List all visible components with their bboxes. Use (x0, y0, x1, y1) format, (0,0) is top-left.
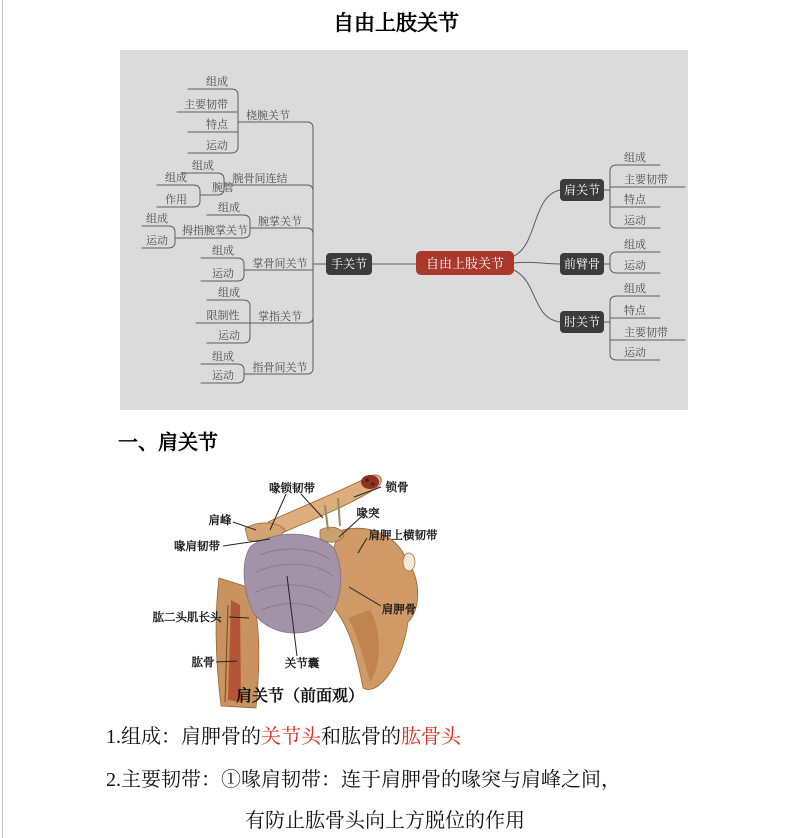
mindmap-leaf: 运动 (624, 260, 646, 272)
label-humerus: 肱骨 (191, 655, 215, 669)
mindmap-label-metacarpophalangeal: 掌指关节 (258, 311, 302, 323)
branch-node-elbow-joint-label: 肘关节 (563, 315, 601, 329)
mindmap-panel (120, 50, 688, 410)
mindmap-leaf: 特点 (624, 194, 646, 206)
mindmap-leaf: 组成 (206, 76, 228, 88)
content-item-2: 2.主要韧带：①喙肩韧带：连于肩胛骨的喙突与肩峰之间， (106, 769, 621, 791)
mindmap-leaf: 运动 (146, 235, 168, 247)
mindmap-label-interphalangeal: 指骨间关节 (252, 362, 308, 374)
mindmap-leaf: 运动 (206, 140, 228, 152)
branch-node-hand-joint-label: 手关节 (330, 257, 368, 271)
content-item-1-prefix: 1.组成：肩胛骨的 (106, 726, 261, 748)
mindmap-label-radiocarpal: 桡腕关节 (246, 110, 290, 122)
mindmap-canvas (120, 50, 688, 410)
mindmap-leaf: 主要韧带 (184, 99, 228, 111)
mindmap-leaf: 主要韧带 (624, 174, 668, 186)
mindmap-leaf: 组成 (624, 152, 646, 164)
mindmap-label-intermetacarpal: 掌骨间关节 (252, 258, 308, 270)
mindmap-leaf: 主要韧带 (624, 327, 668, 339)
mindmap-label-carpal-tunnel: 腕管 (212, 182, 234, 194)
label-coracoacromial-ligament: 喙肩韧带 (174, 539, 220, 553)
label-coracoid-process: 喙突 (356, 506, 380, 520)
mindmap-leaf: 组成 (146, 213, 168, 225)
branch-node-shoulder-joint-label: 肩关节 (563, 183, 601, 197)
mindmap-leaf: 组成 (218, 287, 240, 299)
content-item-1 (106, 720, 461, 749)
root-node-label: 自由上肢关节 (425, 256, 505, 271)
mindmap-leaf: 组成 (218, 202, 240, 214)
mindmap-leaf: 特点 (206, 119, 228, 131)
mindmap-leaf: 组成 (165, 172, 187, 184)
mindmap-leaf: 运动 (212, 268, 234, 280)
mindmap-label-carpometacarpal: 腕掌关节 (258, 216, 302, 228)
label-superior-transverse-scapular-ligament: 肩胛上横韧带 (368, 528, 438, 542)
figure-caption: 肩关节（前面观） (235, 686, 365, 705)
label-clavicle: 锁骨 (385, 480, 409, 494)
shoulder-anatomy-canvas (120, 460, 480, 710)
mindmap-leaf: 作用 (165, 194, 187, 206)
document-title: 自由上肢关节 (333, 12, 459, 35)
mindmap-leaf: 组成 (624, 283, 646, 295)
shoulder-illustration-art (216, 475, 418, 708)
shoulder-anatomy-figure (120, 460, 480, 710)
branch-node-forearm-bone-label: 前臂骨 (563, 257, 601, 271)
section-heading: 一、肩关节 (118, 432, 218, 454)
content-item-1-middle: 和肱骨的 (321, 726, 401, 748)
mindmap-leaf: 运动 (624, 347, 646, 359)
mindmap-leaf: 组成 (212, 245, 234, 257)
mindmap-node-labels (146, 74, 668, 382)
mindmap-leaf: 组成 (624, 239, 646, 251)
label-long-head-biceps: 肱二头肌长头 (152, 610, 222, 624)
label-joint-capsule: 关节囊 (284, 656, 320, 670)
mindmap-leaf: 组成 (192, 160, 214, 172)
content-item-3: 有防止肱骨头向上方脱位的作用 (245, 810, 525, 832)
page-edge-line (2, 0, 3, 838)
mindmap-label-intercarpal: 腕骨间连结 (232, 173, 288, 185)
mindmap-leaf: 特点 (624, 305, 646, 317)
content-item-1-highlight-1: 关节头 (261, 726, 321, 748)
label-coracoclavicular-ligament: 喙锁韧带 (269, 481, 315, 495)
mindmap-leaf: 限制性 (206, 310, 240, 322)
content-item-1-highlight-2: 肱骨头 (401, 726, 461, 748)
mindmap-leaf: 运动 (624, 215, 646, 227)
mindmap-leaf: 运动 (212, 370, 234, 382)
mindmap-leaf: 组成 (212, 351, 234, 363)
label-scapula: 肩胛骨 (381, 602, 417, 616)
mindmap-label-thumb-cmc: 拇指腕掌关节 (182, 225, 248, 237)
label-acromion: 肩峰 (208, 513, 232, 527)
mindmap-leaf: 运动 (218, 330, 240, 342)
